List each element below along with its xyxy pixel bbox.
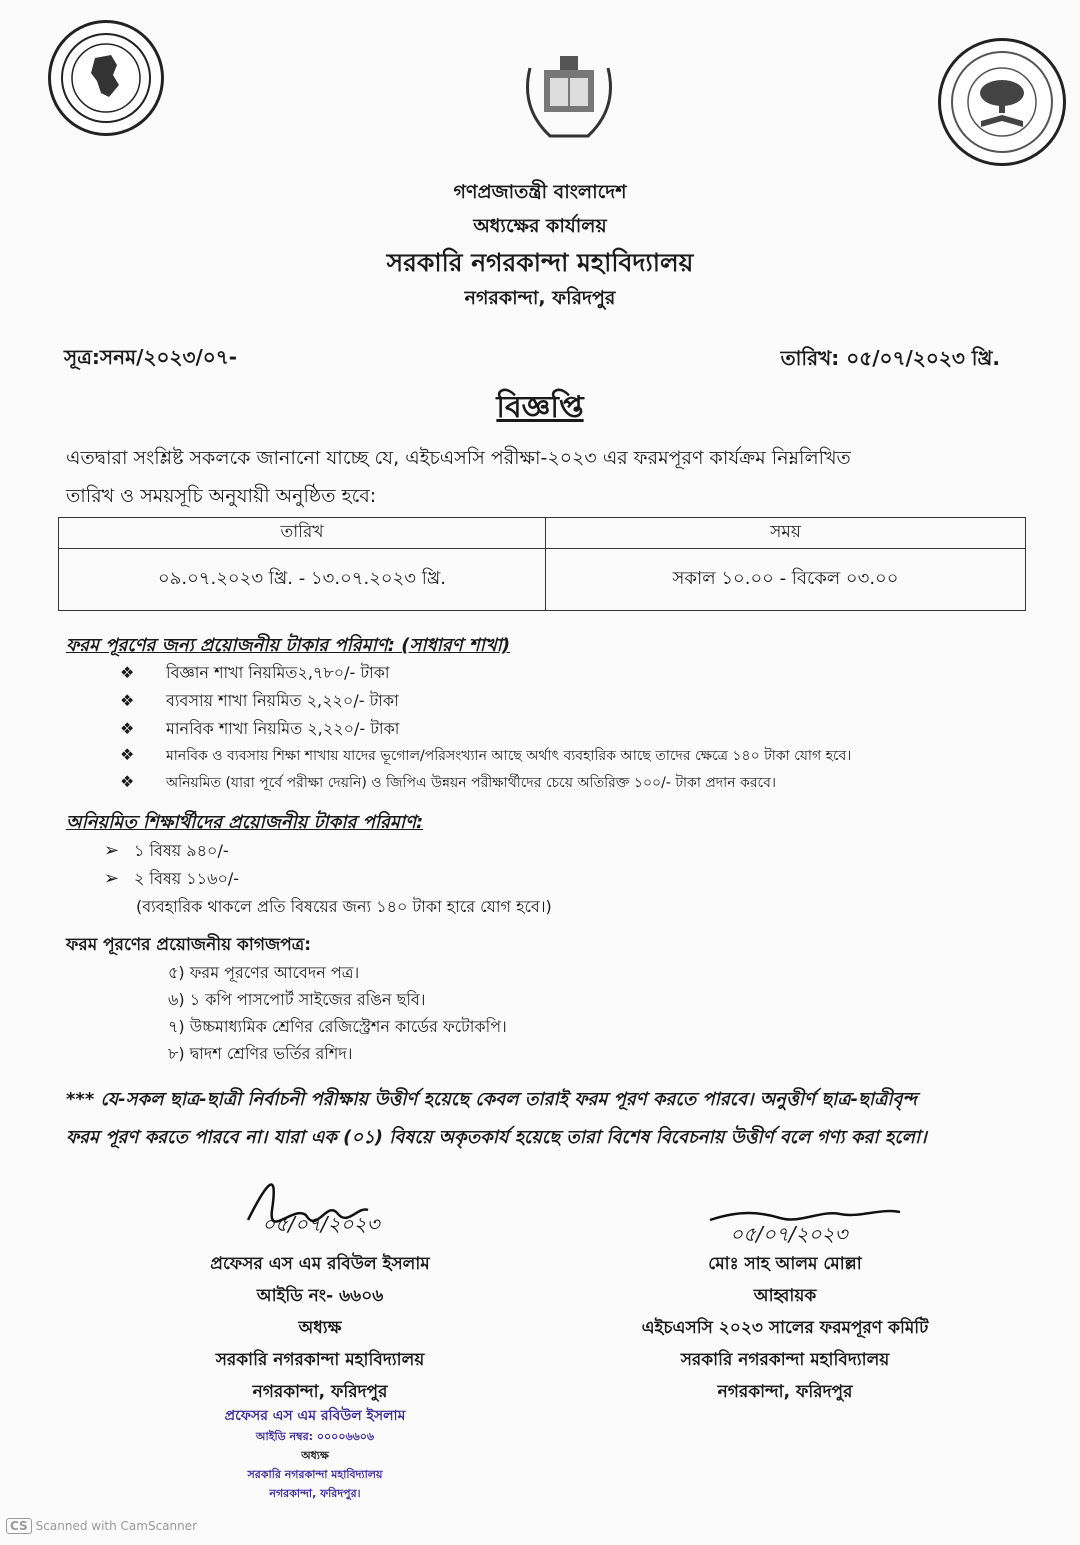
convener-committee: এইচএসসি ২০২৩ সালের ফরমপূরণ কমিটি <box>641 1318 929 1338</box>
list-item <box>120 688 399 715</box>
principal-signature-date: ০৫/০৭/২০২৩ <box>262 1212 380 1236</box>
convener-signature-block <box>600 1248 970 1408</box>
principal-stamp <box>190 1404 440 1504</box>
table-header-row <box>59 518 1026 549</box>
principal-signature-block <box>170 1248 470 1408</box>
notice-intro-line2: তারিখ ও সময়সূচি অনুযায়ী অনুষ্ঠিত হবে: <box>66 485 377 507</box>
govt-seal-logo <box>48 20 164 136</box>
principal-college: সরকারি নগরকান্দা মহাবিদ্যালয় <box>215 1350 425 1370</box>
list-item <box>120 771 776 795</box>
table-row <box>59 549 1026 611</box>
stamp-designation: অধ্যক্ষ <box>301 1449 329 1462</box>
documents-section-title: ফরম পূরণের প্রয়োজনীয় কাগজপত্র: <box>66 935 312 955</box>
convener-name: মোঃ সাহ আলম মোল্লা <box>708 1254 862 1274</box>
principal-id: আইডি নং- ৬৬০৬ <box>256 1286 384 1306</box>
college-seal-logo <box>938 38 1066 166</box>
fee-item-text: মানবিক শাখা নিয়মিত ২,২২০/- টাকা <box>166 719 400 738</box>
country-name: গণপ্রজাতন্ত্রী বাংলাদেশ <box>453 181 627 203</box>
list-item <box>104 866 239 893</box>
scanner-text: Scanned with CamScanner <box>35 1519 198 1533</box>
irregular-item-text: ১ বিষয় ৯৪০/- <box>134 841 229 860</box>
schedule-time-cell: সকাল ১০.০০ - বিকেল ০৩.০০ <box>546 549 1026 611</box>
list-item: ৭) উচ্চমাধ্যমিক শ্রেণির রেজিস্ট্রেশন কার্ডের ফটোকপি। <box>168 1017 507 1036</box>
office-name: অধ্যক্ষের কার্যালয় <box>473 215 607 237</box>
list-item <box>104 838 229 865</box>
camscanner-icon: CS <box>6 1518 32 1534</box>
eligibility-note-line2: ফরম পূরণ করতে পারবে না। যারা এক (০১) বিষয়ে অকৃতকার্য হয়েছে তারা বিশেষ বিবেচনায় উত্তীর্ণ বলে গণ্য করা হলো। <box>66 1127 927 1148</box>
fee-item-text: ব্যবসায় শাখা নিয়মিত ২,২২০/- টাকা <box>166 691 399 710</box>
convener-college: সরকারি নগরকান্দা মহাবিদ্যালয় <box>680 1350 890 1370</box>
irregular-section-title: অনিয়মিত শিক্ষার্থীদের প্রয়োজনীয় টাকার পরিমাণ: <box>66 812 424 833</box>
convener-designation: আহ্বায়ক <box>753 1286 817 1306</box>
memo-number: সূত্র:সনম/২০২৩/০৭- <box>64 345 238 369</box>
fees-section-title: ফরম পূরণের জন্য প্রয়োজনীয় টাকার পরিমাণ: (সাধারণ শাখা) <box>66 635 511 656</box>
list-item <box>120 744 851 768</box>
schedule-date-cell: ০৯.০৭.২০২৩ খ্রি. - ১৩.০৭.২০২৩ খ্রি. <box>59 549 546 611</box>
list-item: ৫) ফরম পূরণের আবেদন পত্র। <box>168 963 360 982</box>
bullet-icon: ❖ <box>120 745 135 764</box>
arrow-icon: ➢ <box>104 868 120 889</box>
list-item: ৮) দ্বাদশ শ্রেণির ভর্তির রশিদ। <box>168 1044 353 1063</box>
irregular-item-text: ২ বিষয় ১১৬০/- <box>134 869 240 888</box>
table-header-date: তারিখ <box>59 518 546 549</box>
principal-name: প্রফেসর এস এম রবিউল ইসলাম <box>210 1254 430 1274</box>
arrow-icon: ➢ <box>104 840 120 861</box>
table-header-time: সময় <box>546 518 1026 549</box>
list-item: ৬) ১ কপি পাসপোর্ট সাইজের রঙিন ছবি। <box>168 990 426 1009</box>
irregular-note: (ব্যবহারিক থাকলে প্রতি বিষয়ের জন্য ১৪০ টাকা হারে যোগ হবে।) <box>136 897 552 916</box>
list-item <box>120 660 390 687</box>
bullet-icon: ❖ <box>120 663 135 682</box>
schedule-table <box>58 517 1026 611</box>
bullet-icon: ❖ <box>120 772 135 791</box>
college-name: সরকারি নগরকান্দা মহাবিদ্যালয় <box>386 248 694 277</box>
fee-item-text: বিজ্ঞান শাখা নিয়মিত২,৭৮০/- টাকা <box>166 663 390 682</box>
convener-signature-date: ০৫/০৭/২০২৩ <box>730 1222 848 1246</box>
scanner-watermark <box>6 1518 197 1534</box>
fee-item-text: অনিয়মিত (যারা পূর্বে পরীক্ষা দেয়নি) ও জিপিএ উন্নয়ন পরীক্ষার্থীদের চেয়ে অতিরিক্ত ১০০/- টাকা প্রদান করবে। <box>166 775 776 791</box>
convener-place: নগরকান্দা, ফরিদপুর <box>717 1382 853 1402</box>
board-emblem-logo <box>510 48 628 148</box>
notice-intro-line1: এতদ্বারা সংশ্লিষ্ট সকলকে জানানো যাচ্ছে যে, এইচএসসি পরীক্ষা-২০২৩ এর ফরমপূরণ কার্যক্রম নিম্নলিখিত <box>66 447 851 469</box>
stamp-name: প্রফেসর এস এম রবিউল ইসলাম <box>224 1408 406 1424</box>
stamp-id: আইডি নম্বর: ০০০০৬৬০৬ <box>255 1430 375 1443</box>
principal-designation: অধ্যক্ষ <box>298 1318 342 1338</box>
principal-place: নগরকান্দা, ফরিদপুর <box>252 1382 388 1402</box>
eligibility-note-line1: *** যে-সকল ছাত্র-ছাত্রী নির্বাচনী পরীক্ষায় উত্তীর্ণ হয়েছে কেবল তারাই ফরম পূরণ করতে পারবে। অনুত্তীর্ণ ছাত্র-ছাত্রীবৃন্দ <box>66 1089 917 1110</box>
notice-date: তারিখ: ০৫/০৭/২০২৩ খ্রি. <box>780 346 1000 370</box>
bullet-icon: ❖ <box>120 719 135 738</box>
stamp-place: নগরকান্দা, ফরিদপুর। <box>269 1487 361 1500</box>
bullet-icon: ❖ <box>120 691 135 710</box>
notice-heading: বিজ্ঞপ্তি <box>496 390 584 425</box>
stamp-college: সরকারি নগরকান্দা মহাবিদ্যালয় <box>247 1468 383 1481</box>
list-item <box>120 716 399 743</box>
fee-item-text: মানবিক ও ব্যবসায় শিক্ষা শাখায় যাদের ভূগোল/পরিসংখ্যান আছে অর্থাৎ ব্যবহারিক আছে তাদের ক্ষেত্রে ১৪০ টাকা যোগ হবে। <box>166 748 852 764</box>
college-location: নগরকান্দা, ফরিদপুর <box>464 287 616 309</box>
